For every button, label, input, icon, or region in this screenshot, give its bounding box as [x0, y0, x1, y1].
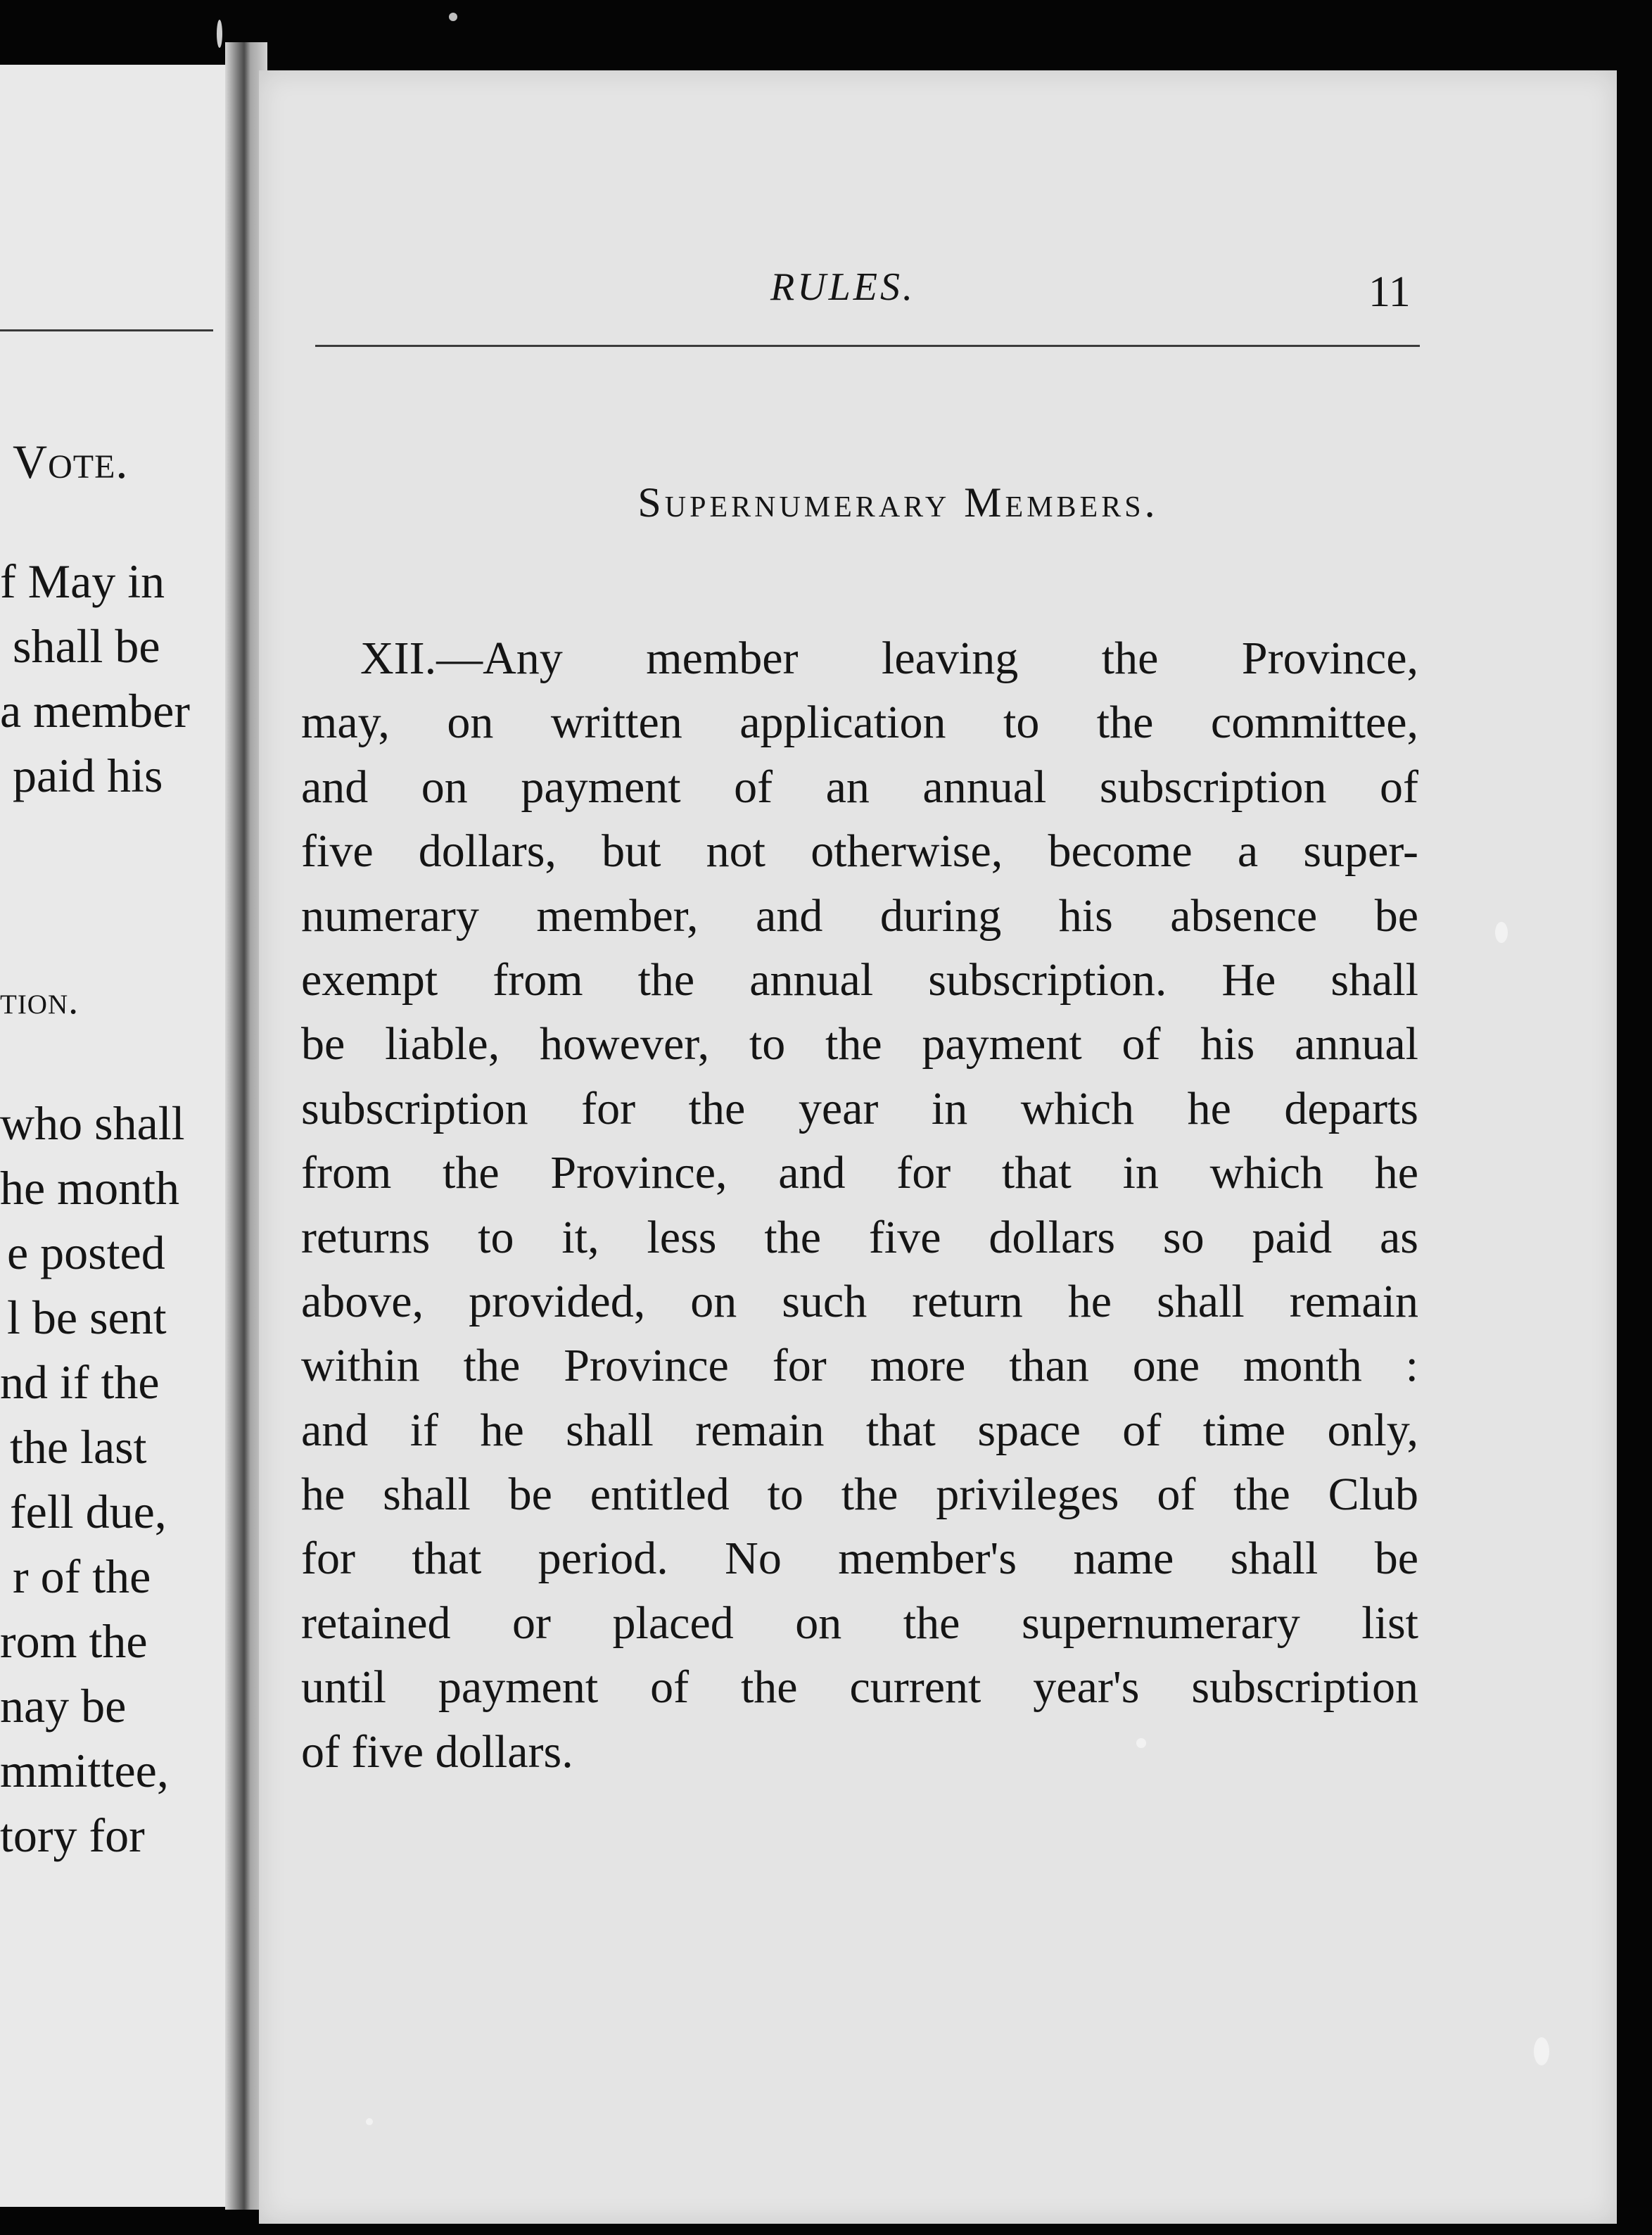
paragraph-line: from the Province, and for that in which he [301, 1147, 1418, 1199]
paragraph-line: within the Province for more than one month : [301, 1340, 1418, 1392]
scan-speck [1534, 2037, 1549, 2065]
previous-page-text-fragment: nd if the [0, 1355, 160, 1409]
previous-page-text-fragment: nay be [0, 1679, 127, 1733]
paragraph-line: be liable, however, to the payment of his annual [301, 1018, 1418, 1070]
rule-xii-paragraph [301, 626, 1418, 1784]
paragraph-line: and on payment of an annual subscription of [301, 761, 1418, 813]
running-head: RULES. [770, 265, 915, 309]
paragraph-line: XII.—Any member leaving the Province, [360, 633, 1418, 684]
paragraph-line: exempt from the annual subscription. He shall [301, 954, 1418, 1006]
paragraph-line: for that period. No member's name shall be [301, 1533, 1418, 1585]
previous-page-text-fragment: l be sent [7, 1291, 167, 1344]
paragraph-line: subscription for the year in which he departs [301, 1082, 1418, 1134]
previous-page-text-fragment: he month [0, 1161, 179, 1215]
paragraph-line: returns to it, less the five dollars so paid as [301, 1211, 1418, 1263]
previous-page-text-fragment: who shall [0, 1096, 185, 1150]
paragraph-line: retained or placed on the supernumerary list [301, 1597, 1418, 1649]
paragraph-line: numerary member, and during his absence be [301, 889, 1418, 942]
paragraph-line: of five dollars. [301, 1726, 573, 1778]
page-number: 11 [1368, 268, 1411, 316]
previous-page-heading-fragment: Vote. [13, 435, 129, 488]
previous-page-text-fragment: f May in [0, 555, 165, 608]
scan-speck [1495, 922, 1508, 943]
previous-page [0, 65, 236, 2207]
previous-page-text-fragment: r of the [13, 1550, 151, 1603]
paragraph-line: above, provided, on such return he shall remain [301, 1275, 1418, 1327]
previous-page-text-fragment: shall be [13, 619, 160, 673]
previous-page-text-fragment: the last [10, 1420, 147, 1474]
previous-page-heading-fragment: tion. [0, 979, 80, 1022]
previous-page-text-fragment: a member [0, 684, 190, 737]
scan-speck [217, 20, 222, 48]
previous-page-text-fragment: fell due, [10, 1485, 167, 1538]
paragraph-line: he shall be entitled to the privileges of the Club [301, 1469, 1418, 1521]
scan-speck [366, 2118, 373, 2125]
scan-speck [449, 13, 457, 21]
section-title: Supernumerary Members. [637, 479, 1159, 526]
paragraph-line: may, on written application to the committee, [301, 697, 1418, 749]
paragraph-line: until payment of the current year's subscription [301, 1661, 1418, 1714]
previous-page-text-fragment: paid his [13, 749, 163, 802]
paragraph-line: five dollars, but not otherwise, become a super- [301, 825, 1418, 878]
previous-page-text-fragment: rom the [0, 1614, 148, 1668]
previous-page-text-fragment: mmittee, [0, 1744, 169, 1797]
head-rule [315, 345, 1420, 347]
previous-page-text-fragment: e posted [7, 1226, 165, 1279]
paragraph-line: and if he shall remain that space of time only, [301, 1404, 1418, 1456]
previous-page-text-fragment: tory for [0, 1809, 145, 1862]
scan-speck [1136, 1738, 1146, 1748]
previous-page-head-rule [0, 329, 213, 331]
